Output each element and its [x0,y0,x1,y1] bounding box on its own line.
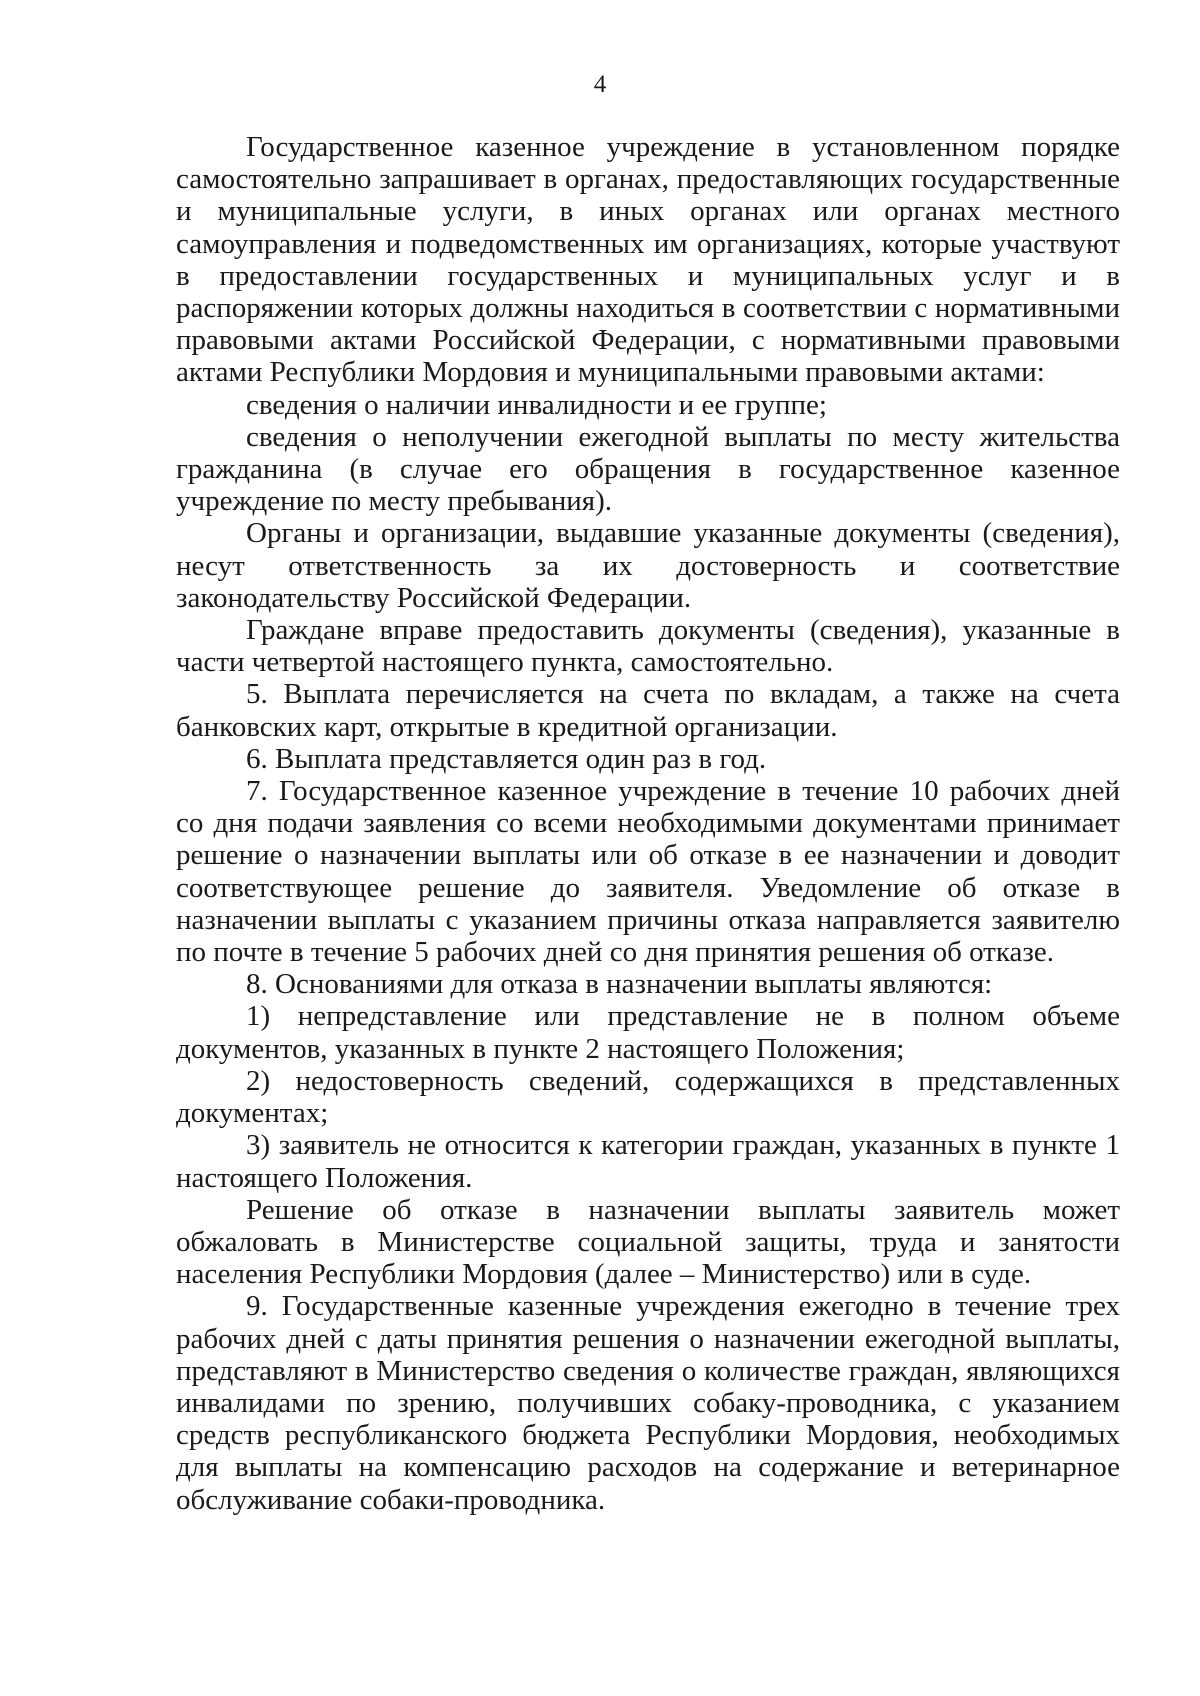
paragraph-item-6: 6. Выплата представляется один раз в год. [246,742,767,775]
paragraph-disability-info: сведения о наличии инвалидности и ее группе; [246,388,827,421]
paragraph-item-9: 9. Государственные казенные учреждения ежегодно в течение трех рабочих дней с даты принятия решения о назначении ежегодной выплаты, представляют в Министерство сведения о количестве граждан, являющихся инвалидами по зрению, получивших собаку-проводника, с указанием средств республиканского бюджета Республики Мордовия, необходимых для выплаты на компенсацию расходов на содержание и ветеринарное обслуживание собаки-проводника. [176,1290,1120,1516]
paragraph-item-8-3: 3) заявитель не относится к категории граждан, указанных в пункте 1 настоящего Положения. [176,1129,1120,1194]
paragraph-request-info: Государственное казенное учреждение в установленном порядке самостоятельно запрашивает в органах, предоставляющих государственные и муниципальные услуги, в иных органах или органах местного самоуправления и подведомственных им организациях, которые участвуют в предоставлении государственных и муниципальных услуг и в распоряжении которых должны находиться в соответствии с нормативными правовыми актами Российской Федерации, с нормативными правовыми актами Республики Мордовия и муниципальными правовыми актами: [176,131,1120,389]
paragraph-item-8-1: 1) непредставление или представление не в полном объеме документов, указанных в пункте 2 настоящего Положения; [176,1000,1120,1065]
paragraph-item-5: 5. Выплата перечисляется на счета по вкладам, а также на счета банковских карт, открытые в кредитной организации. [176,678,1120,743]
page-number: 4 [593,71,607,98]
paragraph-item-8: 8. Основаниями для отказа в назначении выплаты являются: [246,968,993,1001]
paragraph-item-8-2: 2) недостоверность сведений, содержащихся в представленных документах; [176,1064,1120,1130]
paragraph-citizens-right: Граждане вправе предоставить документы (сведения), указанные в части четвертой настоящего пункта, самостоятельно. [176,614,1120,679]
document-body [176,131,1120,1516]
paragraph-item-7: 7. Государственное казенное учреждение в течение 10 рабочих дней со дня подачи заявления со всеми необходимыми документами принимает решение о назначении выплаты или об отказе в ее назначении и доводит соответствующее решение до заявителя. Уведомление об отказе в назначении выплаты с указанием причины отказа направляется заявителю по почте в течение 5 рабочих дней со дня принятия решения об отказе. [176,775,1120,969]
paragraph-non-receipt-info: сведения о неполучении ежегодной выплаты по месту жительства гражданина (в случае его обращения в государственное казенное учреждение по месту пребывания). [176,420,1120,518]
paragraph-responsibility: Органы и организации, выдавшие указанные документы (сведения), несут ответственность за их достоверность и соответствие законодательству Российской Федерации. [176,517,1120,614]
paragraph-appeal: Решение об отказе в назначении выплаты заявитель может обжаловать в Министерстве социальной защиты, труда и занятости населения Республики Мордовия (далее – Министерство) или в суде. [176,1193,1120,1291]
